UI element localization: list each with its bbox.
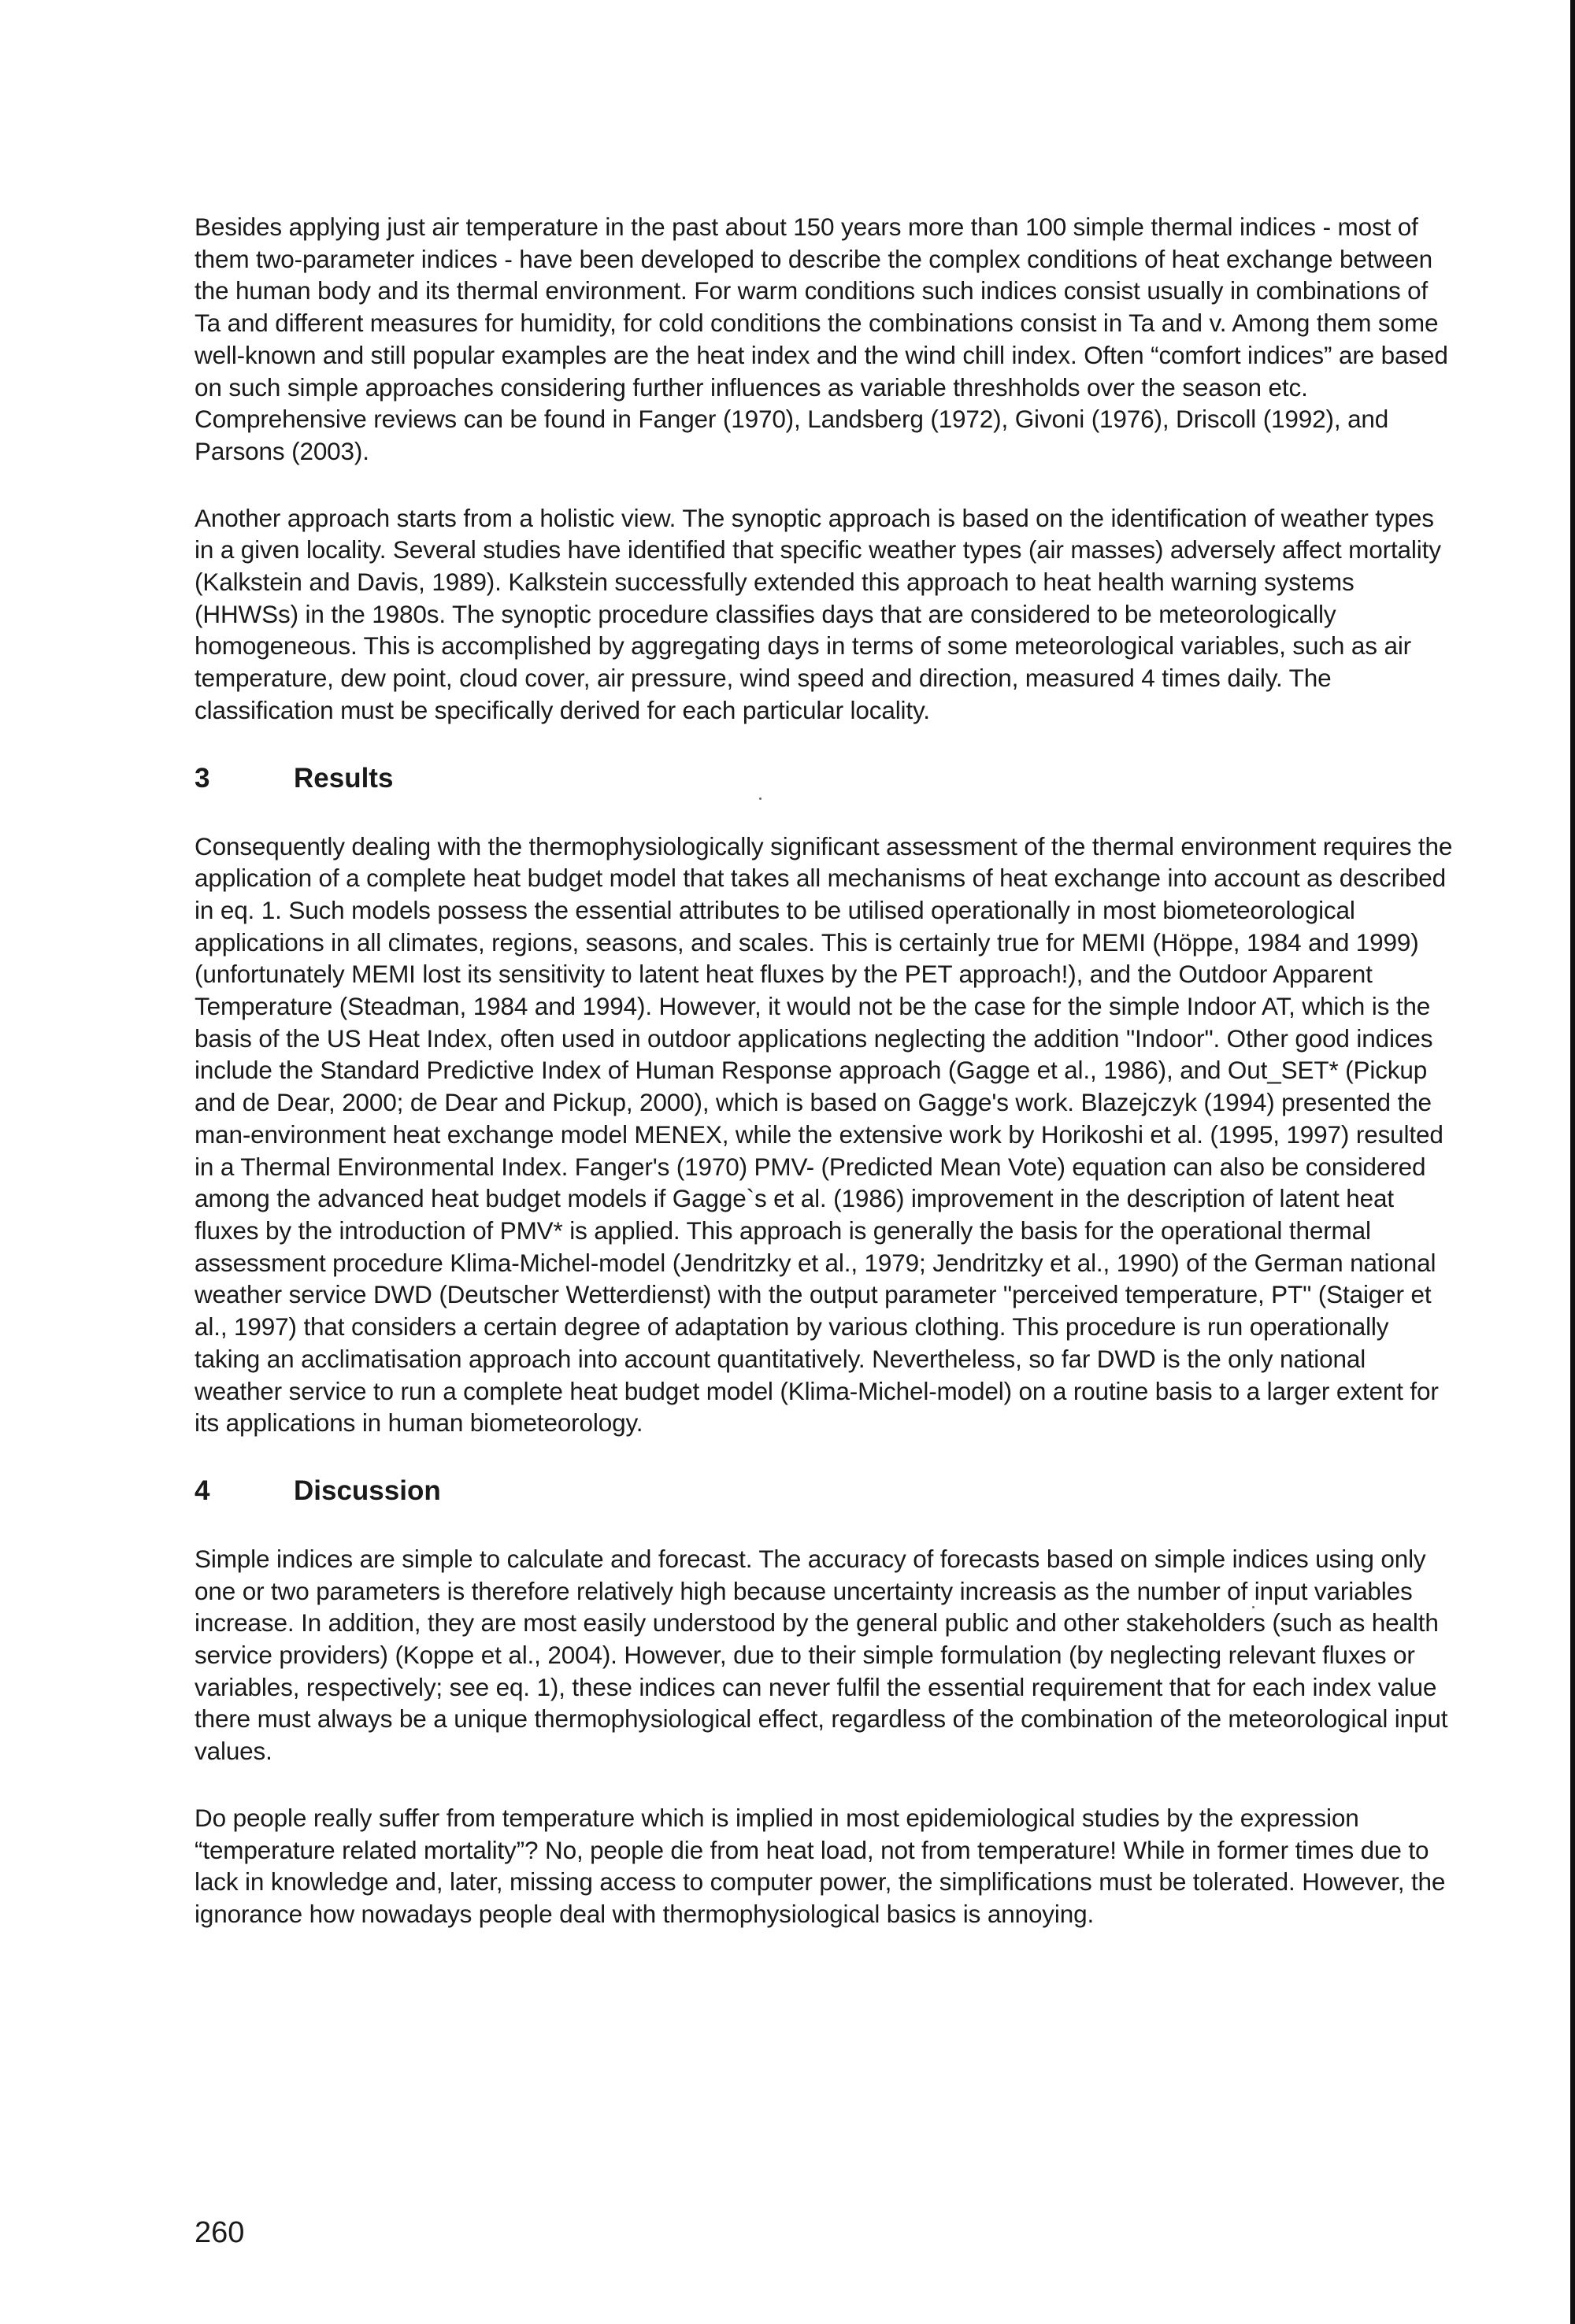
scan-edge-rule <box>1570 0 1575 2324</box>
section-title: Results <box>294 762 394 794</box>
paragraph-results: Consequently dealing with the thermophysiologically significant assessment of the thermal environment requires the application of a complete heat budget model that takes all mechanisms of heat exchange into account as described in eq. 1. Such models possess the essential attributes to be utilised operationally in most biometeorological applications in all climates, regions, seasons, and scales. This is certainly true for MEMI (Höppe, 1984 and 1999) (unfortunately MEMI lost its sensitivity to latent heat fluxes by the PET approach!), and the Outdoor Apparent Temperature (Steadman, 1984 and 1994). However, it would not be the case for the simple Indoor AT, which is the basis of the US Heat Index, often used in outdoor applications neglecting the addition "Indoor". Other good indices include the Standard Predictive Index of Human Response approach (Gagge et al., 1986), and Out_SET* (Pickup and de Dear, 2000; de Dear and Pickup, 2000), which is based on Gagge's work. Blazejczyk (1994) presented the man-environment heat exchange model MENEX, while the extensive work by Horikoshi et al. (1995, 1997) resulted in a Thermal Environmental Index. Fanger's (1970) PMV- (Predicted Mean Vote) equation can also be considered among the advanced heat budget models if Gagge`s et al. (1986) improvement in the description of latent heat fluxes by the introduction of PMV* is applied. This approach is generally the basis for the operational thermal assessment procedure Klima-Michel-model (Jendritzky et al., 1979; Jendritzky et al., 1990) of the German national weather service DWD (Deutscher Wetterdienst) with the output parameter "perceived temperature, PT" (Staiger et al., 1997) that considers a certain degree of adaptation by various clothing. This procedure is run operationally taking an acclimatisation approach into account quantitatively. Nevertheless, so far DWD is the only national weather service to run a complete heat budget model (Klima-Michel-model) on a routine basis to a larger extent for its applications in human biometeorology. <box>195 831 1453 1438</box>
paragraph-discussion-simple-indices: Simple indices are simple to calculate and forecast. The accuracy of forecasts based on simple indices using only one or two parameters is therefore relatively high because uncertainty increasis as the number of input variables increase. In addition, they are most easily understood by the general public and other stakeholders (such as health service providers) (Koppe et al., 2004). However, due to their simple formulation (by neglecting relevant fluxes or variables, respectively; see eq. 1), these indices can never fulfil the essential requirement that for each index value there must always be a unique thermophysiological effect, regardless of the combination of the meteorological input values. <box>195 1544 1448 1766</box>
page-body <box>195 211 1455 1930</box>
page-number: 260 <box>195 2216 245 2249</box>
paragraph-discussion-temperature: Do people really suffer from temperature which is implied in most epidemiological studies by the expression “temperature related mortality”? No, people die from heat load, not from temperature! While in former times due to lack in knowledge and, later, missing access to computer power, the simplifications must be tolerated. However, the ignorance how nowadays people deal with thermophysiological basics is annoying. <box>195 1803 1446 1928</box>
section-title: Discussion <box>294 1475 441 1506</box>
section-number: 3 <box>195 762 210 794</box>
paragraph-synoptic-approach: Another approach starts from a holistic view. The synoptic approach is based on the identification of weather types in a given locality. Several studies have identified that specific weather types (air masses) adversely affect mortality (Kalkstein and Davis, 1989). Kalkstein successfully extended this approach to heat health warning systems (HHWSs) in the 1980s. The synoptic procedure classifies days that are considered to be meteorologically homogeneous. This is accomplished by aggregating days in terms of some meteorological variables, such as air temperature, dew point, cloud cover, air pressure, wind speed and direction, measured 4 times daily. The classification must be specifically derived for each particular locality. <box>195 503 1441 724</box>
section-number: 4 <box>195 1475 210 1506</box>
section-heading-discussion <box>195 1475 1455 1507</box>
section-heading-results <box>195 763 1455 794</box>
paragraph-simple-indices: Besides applying just air temperature in the past about 150 years more than 100 simple thermal indices - most of them two-parameter indices - have been developed to describe the complex conditions of heat exchange between the human body and its thermal environment. For warm conditions such indices consist usually in combinations of Ta and different measures for humidity, for cold conditions the combinations consist in Ta and v. Among them some well-known and still popular examples are the heat index and the wind chill index. Often “comfort indices” are based on such simple approaches considering further influences as variable threshholds over the season etc. Comprehensive reviews can be found in Fanger (1970), Landsberg (1972), Givoni (1976), Driscoll (1992), and Parsons (2003). <box>195 213 1448 465</box>
